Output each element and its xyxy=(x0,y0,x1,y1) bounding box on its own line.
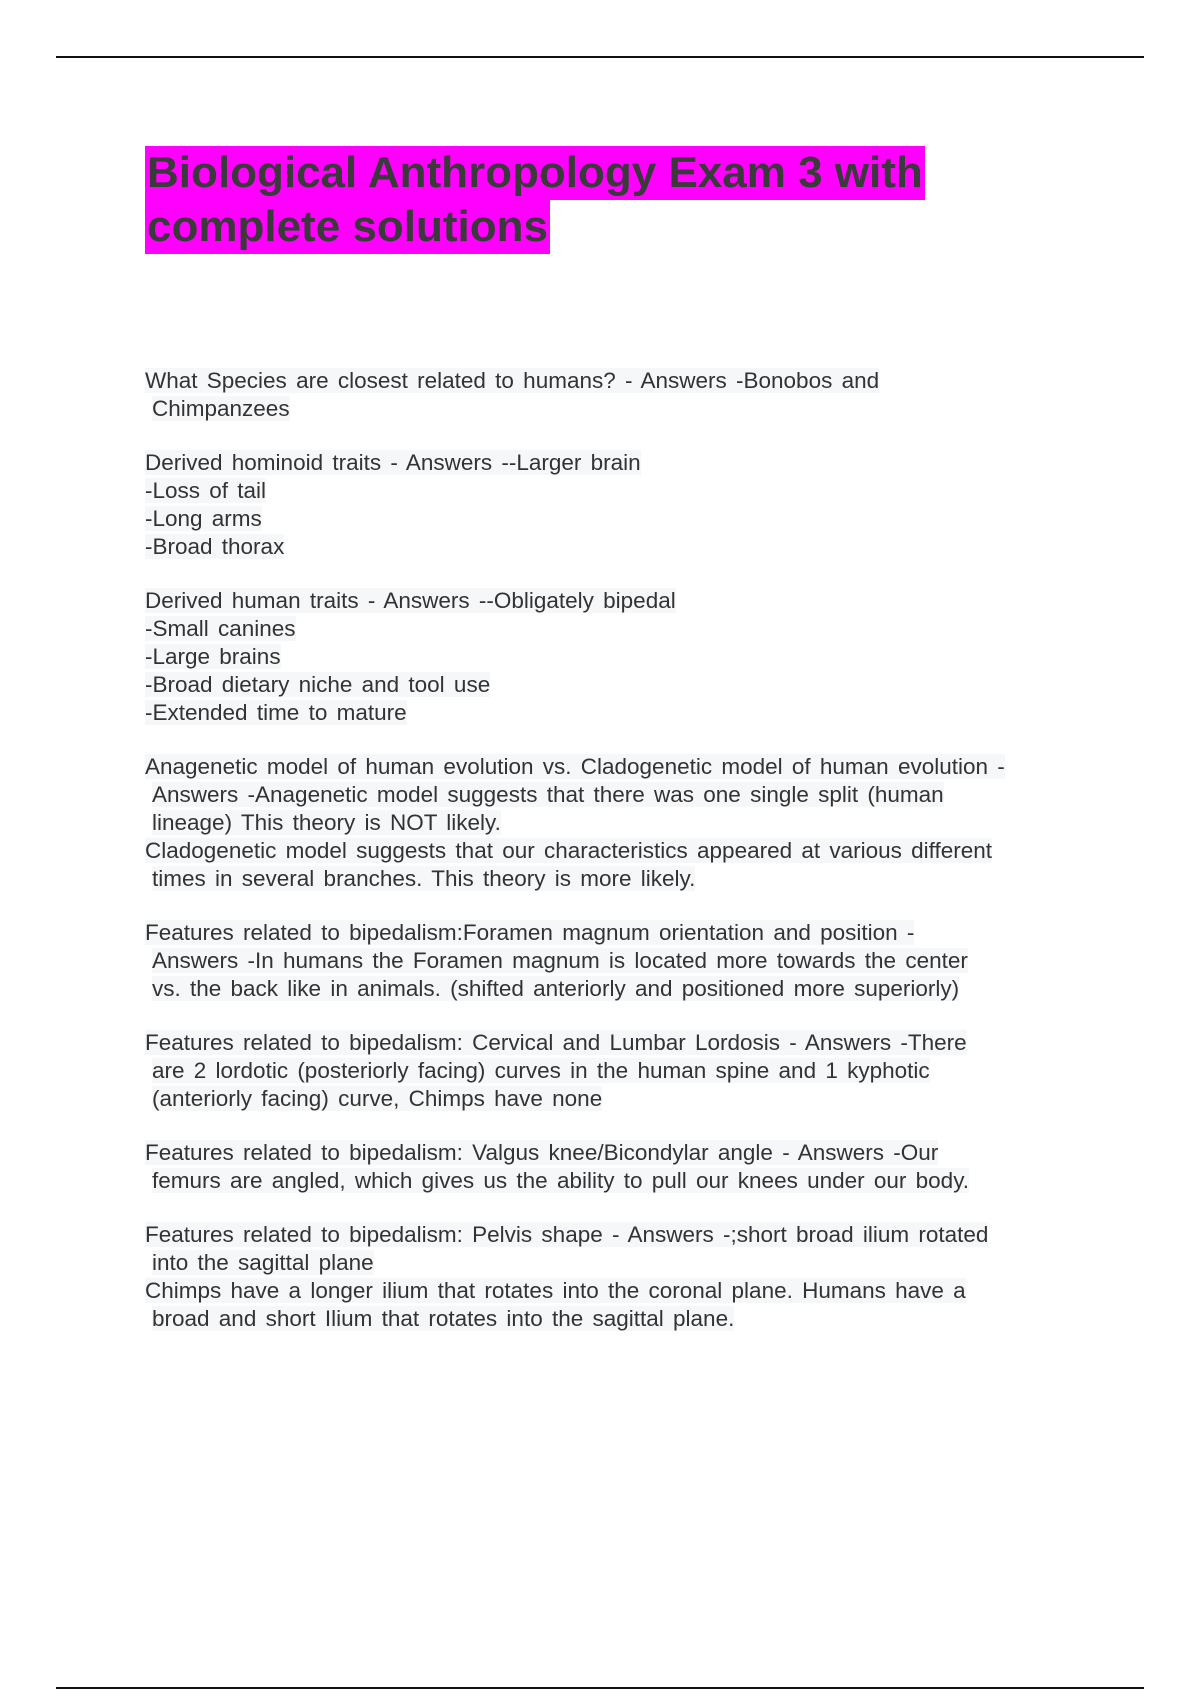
qa-entry xyxy=(145,449,1095,561)
entry-line: -Large brains xyxy=(145,644,281,669)
qa-list xyxy=(145,367,1095,1359)
entry-line: Anagenetic model of human evolution vs. Cladogenetic model of human evolution - xyxy=(145,754,1005,779)
entry-line: broad and short Ilium that rotates into the sagittal plane. xyxy=(152,1306,735,1331)
qa-entry xyxy=(145,1029,1095,1113)
entry-line: Features related to bipedalism:Foramen magnum orientation and position - xyxy=(145,920,915,945)
entry-line: Features related to bipedalism: Cervical and Lumbar Lordosis - Answers -There xyxy=(145,1030,967,1055)
entry-line: Answers -In humans the Foramen magnum is located more towards the center xyxy=(152,948,968,973)
entry-line: -Extended time to mature xyxy=(145,700,407,725)
entry-line: Features related to bipedalism: Pelvis shape - Answers -;short broad ilium rotated xyxy=(145,1222,989,1247)
entry-line: are 2 lordotic (posteriorly facing) curves in the human spine and 1 kyphotic xyxy=(152,1058,930,1083)
entry-line: -Broad dietary niche and tool use xyxy=(145,672,491,697)
title-line-1: Biological Anthropology Exam 3 with xyxy=(145,146,925,200)
entry-line: femurs are angled, which gives us the ability to pull our knees under our body. xyxy=(152,1168,970,1193)
entry-line: -Broad thorax xyxy=(145,534,285,559)
entry-line: Features related to bipedalism: Valgus knee/Bicondylar angle - Answers -Our xyxy=(145,1140,939,1165)
entry-line: Chimpanzees xyxy=(152,396,290,421)
title-line-2: complete solutions xyxy=(145,200,550,254)
entry-line: Derived hominoid traits - Answers --Larger brain xyxy=(145,450,641,475)
entry-line: Answers -Anagenetic model suggests that there was one single split (human xyxy=(152,782,944,807)
qa-entry xyxy=(145,1139,1095,1195)
qa-entry xyxy=(145,1221,1095,1333)
entry-line: into the sagittal plane xyxy=(152,1250,374,1275)
entry-line: -Small canines xyxy=(145,616,296,641)
footer-rule xyxy=(56,1687,1144,1689)
qa-entry xyxy=(145,753,1095,893)
entry-line: lineage) This theory is NOT likely. xyxy=(152,810,501,835)
entry-line: -Loss of tail xyxy=(145,478,267,503)
entry-line: Chimps have a longer ilium that rotates into the coronal plane. Humans have a xyxy=(145,1278,966,1303)
entry-line: -Long arms xyxy=(145,506,262,531)
entry-line: (anteriorly facing) curve, Chimps have none xyxy=(152,1086,603,1111)
qa-entry xyxy=(145,367,1095,423)
entry-line: vs. the back like in animals. (shifted anteriorly and positioned more superiorly) xyxy=(152,976,960,1001)
document-title xyxy=(145,146,1045,254)
qa-entry xyxy=(145,919,1095,1003)
entry-line: times in several branches. This theory is more likely. xyxy=(152,866,696,891)
entry-line: Derived human traits - Answers --Obligately bipedal xyxy=(145,588,676,613)
entry-line: What Species are closest related to humans? - Answers -Bonobos and xyxy=(145,368,880,393)
qa-entry xyxy=(145,587,1095,727)
entry-line: Cladogenetic model suggests that our characteristics appeared at various different xyxy=(145,838,993,863)
header-rule xyxy=(56,56,1144,58)
